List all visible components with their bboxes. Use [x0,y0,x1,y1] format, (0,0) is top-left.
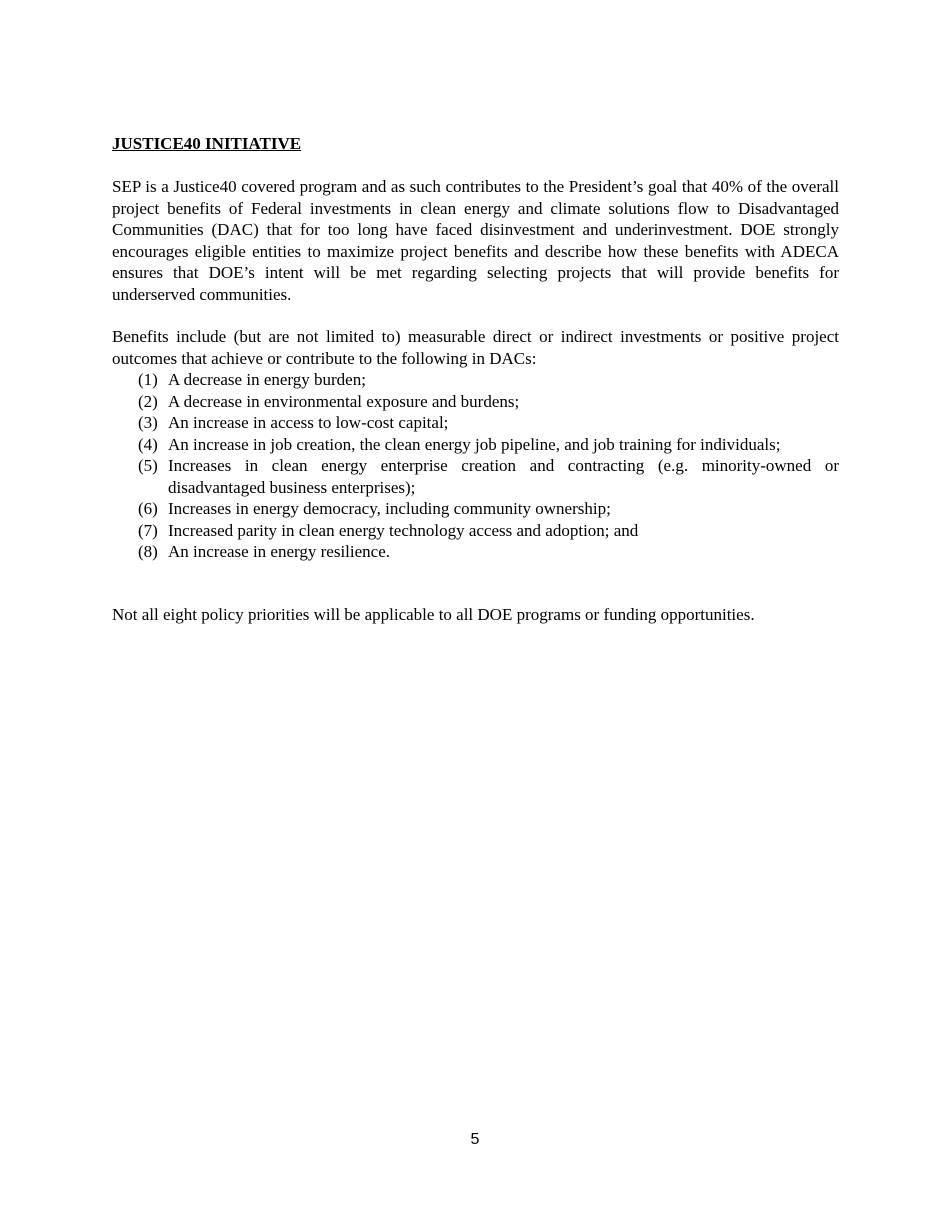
list-item-text: An increase in access to low-cost capital; [168,413,449,432]
list-item [138,434,839,456]
list-item-number: (6) [138,499,158,518]
list-item-number: (1) [138,370,158,389]
list-item [138,455,839,498]
list-item-number: (2) [138,391,158,411]
list-item-number: (8) [138,542,158,561]
list-item-text: Increases in clean energy enterprise creation and contracting (e.g. minority-owned or disadvantaged business enterprises); [168,456,839,497]
list-item [138,541,839,563]
list-item [138,391,839,413]
list-item-text: An increase in energy resilience. [168,542,391,561]
list-item-text: Increased parity in clean energy technology access and adoption; and [168,520,639,540]
benefits-paragraph: Benefits include (but are not limited to) measurable direct or indirect investments or positive project outcomes that achieve or contribute to the following in DACs: [112,327,839,368]
list-item-text: An increase in job creation, the clean energy job pipeline, and job training for individuals; [168,434,781,454]
list-item-text: A decrease in energy burden; [168,370,366,389]
list-item-number: (4) [138,434,158,454]
section-heading: JUSTICE40 INITIATIVE [112,134,302,153]
list-item-number: (3) [138,413,158,432]
list-item [138,498,839,520]
list-item-text: A decrease in environmental exposure and burdens; [168,391,520,411]
intro-paragraph: SEP is a Justice40 covered program and as such contributes to the President’s goal that 40% of the overall project benefits of Federal investments in clean energy and climate solutions flow to Disadvantaged Communities (DAC) that for too long have faced disinvestment and underinvestment. DOE strongly encourages eligible entities to maximize project benefits and describe how these benefits with ADECA ensures that DOE’s intent will be met regarding selecting projects that will provide benefits for underserved communities. [112,177,839,304]
page-number: 5 [470,1131,480,1148]
list-item [138,369,839,391]
closing-paragraph: Not all eight policy priorities will be applicable to all DOE programs or funding opportunities. [112,605,755,624]
list-item-number: (5) [138,456,158,475]
benefits-list [138,369,839,563]
list-item-number: (7) [138,520,158,540]
list-item-text: Increases in energy democracy, including community ownership; [168,499,611,518]
list-item [138,412,839,434]
list-item [138,520,839,542]
